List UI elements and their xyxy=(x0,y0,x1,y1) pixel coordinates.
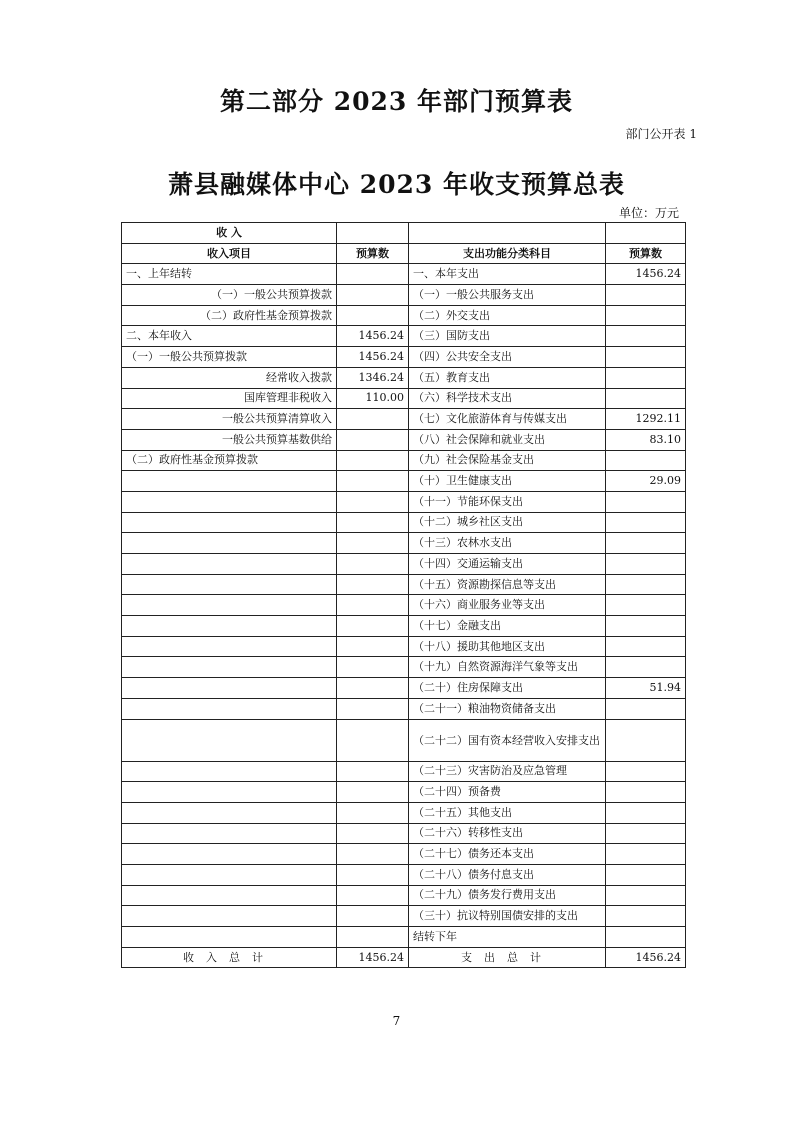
income-item-cell xyxy=(122,657,337,678)
expense-item-cell: （二）外交支出 xyxy=(409,305,606,326)
unit-label: 单位：万元 xyxy=(618,206,679,220)
income-amount-cell xyxy=(337,678,409,699)
table-row xyxy=(122,844,686,865)
expense-amount-cell xyxy=(606,698,686,719)
income-item-cell xyxy=(122,864,337,885)
expense-amount-cell: 29.09 xyxy=(606,471,686,492)
income-amount-cell xyxy=(337,844,409,865)
income-item-cell xyxy=(122,761,337,782)
income-item-cell xyxy=(122,802,337,823)
expense-item-cell: （十一）节能环保支出 xyxy=(409,491,606,512)
table-row xyxy=(122,595,686,616)
expense-item-cell: （三十）抗议特别国债安排的支出 xyxy=(409,906,606,927)
income-total-label: 收入总计 xyxy=(122,947,337,968)
income-amount-cell xyxy=(337,719,409,761)
income-item-cell xyxy=(122,927,337,948)
income-amount-cell xyxy=(337,491,409,512)
expense-item-cell: （二十五）其他支出 xyxy=(409,802,606,823)
table-row xyxy=(122,367,686,388)
expense-item-cell: （十四）交通运输支出 xyxy=(409,554,606,575)
table-title: 萧县融媒体中心 2023 年收支预算总表 xyxy=(168,170,625,199)
expense-amount-cell xyxy=(606,885,686,906)
table-row xyxy=(122,636,686,657)
expense-amount-cell xyxy=(606,927,686,948)
table-row xyxy=(122,471,686,492)
expense-amount-cell xyxy=(606,554,686,575)
table-row xyxy=(122,409,686,430)
expense-amount-cell xyxy=(606,761,686,782)
income-amount-cell xyxy=(337,305,409,326)
expense-item-cell: （二十二）国有资本经营收入安排支出 xyxy=(409,719,606,761)
expense-amount-cell xyxy=(606,347,686,368)
income-amount-cell xyxy=(337,782,409,803)
table-row xyxy=(122,264,686,285)
expense-amount-cell xyxy=(606,823,686,844)
table-row xyxy=(122,782,686,803)
income-item-cell: （二）政府性基金预算拨款 xyxy=(122,305,337,326)
income-item-cell xyxy=(122,885,337,906)
income-item-cell: （二）政府性基金预算拨款 xyxy=(122,450,337,471)
income-item-cell xyxy=(122,533,337,554)
income-item-cell: 二、本年收入 xyxy=(122,326,337,347)
income-amount-cell xyxy=(337,802,409,823)
income-amount-cell xyxy=(337,927,409,948)
income-item-cell: 一般公共预算基数供给 xyxy=(122,429,337,450)
income-amount-cell: 1456.24 xyxy=(337,326,409,347)
income-amount-cell xyxy=(337,285,409,306)
expense-item-cell: （二十四）预备费 xyxy=(409,782,606,803)
income-item-header: 收入项目 xyxy=(122,243,337,264)
expense-item-cell: （二十一）粮油物资储备支出 xyxy=(409,698,606,719)
expense-item-cell: （十七）金融支出 xyxy=(409,616,606,637)
table-row xyxy=(122,719,686,761)
expense-item-cell: （十三）农林水支出 xyxy=(409,533,606,554)
income-amount-header: 预算数 xyxy=(337,243,409,264)
income-item-cell: （一）一般公共预算拨款 xyxy=(122,347,337,368)
empty-cell xyxy=(606,223,686,244)
expense-item-cell: （二十九）债务发行费用支出 xyxy=(409,885,606,906)
expense-total-amount: 1456.24 xyxy=(606,947,686,968)
income-amount-cell xyxy=(337,429,409,450)
income-amount-cell xyxy=(337,761,409,782)
expense-amount-cell xyxy=(606,657,686,678)
column-header-row xyxy=(122,243,686,264)
expense-amount-cell xyxy=(606,285,686,306)
table-row xyxy=(122,450,686,471)
expense-item-cell: （十二）城乡社区支出 xyxy=(409,512,606,533)
expense-total-label: 支出总计 xyxy=(409,947,606,968)
table-row xyxy=(122,864,686,885)
expense-item-cell: （二十六）转移性支出 xyxy=(409,823,606,844)
expense-amount-cell xyxy=(606,719,686,761)
expense-amount-cell xyxy=(606,906,686,927)
expense-amount-cell xyxy=(606,388,686,409)
income-amount-cell xyxy=(337,471,409,492)
table-row xyxy=(122,616,686,637)
income-amount-cell xyxy=(337,554,409,575)
table-row xyxy=(122,388,686,409)
income-section-header: 收 入 xyxy=(122,223,337,244)
income-item-cell: 经常收入拨款 xyxy=(122,367,337,388)
income-amount-cell: 110.00 xyxy=(337,388,409,409)
income-item-cell xyxy=(122,823,337,844)
income-amount-cell xyxy=(337,450,409,471)
income-amount-cell xyxy=(337,512,409,533)
expense-amount-cell: 1292.11 xyxy=(606,409,686,430)
income-item-cell xyxy=(122,574,337,595)
income-item-cell xyxy=(122,554,337,575)
table-row xyxy=(122,885,686,906)
table-row xyxy=(122,429,686,450)
page-number: 7 xyxy=(392,1014,401,1028)
income-item-cell: 一、上年结转 xyxy=(122,264,337,285)
income-item-cell xyxy=(122,719,337,761)
page-title: 第二部分 2023 年部门预算表 xyxy=(220,87,573,116)
expense-item-cell: （四）公共安全支出 xyxy=(409,347,606,368)
expense-item-cell: （二十八）债务付息支出 xyxy=(409,864,606,885)
expense-item-cell: （九）社会保险基金支出 xyxy=(409,450,606,471)
expense-item-header: 支出功能分类科目 xyxy=(409,243,606,264)
table-row xyxy=(122,305,686,326)
expense-amount-cell xyxy=(606,326,686,347)
income-amount-cell xyxy=(337,264,409,285)
table-row xyxy=(122,285,686,306)
expense-amount-cell xyxy=(606,367,686,388)
income-amount-cell xyxy=(337,409,409,430)
expense-amount-cell: 51.94 xyxy=(606,678,686,699)
expense-amount-cell xyxy=(606,636,686,657)
expense-item-cell: （十六）商业服务业等支出 xyxy=(409,595,606,616)
expense-item-cell: （六）科学技术支出 xyxy=(409,388,606,409)
income-amount-cell xyxy=(337,906,409,927)
table-row xyxy=(122,574,686,595)
table-row xyxy=(122,533,686,554)
income-amount-cell xyxy=(337,636,409,657)
table-row xyxy=(122,326,686,347)
income-item-cell xyxy=(122,595,337,616)
table-row xyxy=(122,761,686,782)
table-row xyxy=(122,927,686,948)
income-amount-cell xyxy=(337,698,409,719)
income-amount-cell: 1456.24 xyxy=(337,347,409,368)
expense-item-cell: （十五）资源勘探信息等支出 xyxy=(409,574,606,595)
expense-amount-cell xyxy=(606,782,686,803)
income-item-cell xyxy=(122,782,337,803)
expense-amount-cell xyxy=(606,512,686,533)
budget-table xyxy=(121,222,686,968)
income-amount-cell xyxy=(337,864,409,885)
expense-item-cell: （十八）援助其他地区支出 xyxy=(409,636,606,657)
empty-cell xyxy=(337,223,409,244)
income-item-cell xyxy=(122,616,337,637)
expense-item-cell: （十九）自然资源海洋气象等支出 xyxy=(409,657,606,678)
table-body xyxy=(122,264,686,947)
expense-amount-cell xyxy=(606,305,686,326)
table-row xyxy=(122,491,686,512)
expense-amount-cell: 83.10 xyxy=(606,429,686,450)
income-item-cell xyxy=(122,906,337,927)
table-row xyxy=(122,698,686,719)
form-code: 部门公开表 1 xyxy=(625,127,697,141)
income-item-cell xyxy=(122,844,337,865)
income-amount-cell xyxy=(337,616,409,637)
income-amount-cell xyxy=(337,657,409,678)
expense-amount-cell xyxy=(606,450,686,471)
income-item-cell xyxy=(122,636,337,657)
expense-item-cell: （二十）住房保障支出 xyxy=(409,678,606,699)
income-item-cell: 国库管理非税收入 xyxy=(122,388,337,409)
section-header-row xyxy=(122,223,686,244)
income-item-cell xyxy=(122,471,337,492)
expense-amount-cell xyxy=(606,533,686,554)
expense-amount-header: 预算数 xyxy=(606,243,686,264)
income-amount-cell: 1346.24 xyxy=(337,367,409,388)
income-amount-cell xyxy=(337,595,409,616)
expense-amount-cell xyxy=(606,574,686,595)
table-row xyxy=(122,678,686,699)
table-row xyxy=(122,823,686,844)
table-row xyxy=(122,512,686,533)
expense-amount-cell xyxy=(606,616,686,637)
table-row xyxy=(122,802,686,823)
income-item-cell xyxy=(122,678,337,699)
expense-item-cell: 结转下年 xyxy=(409,927,606,948)
expense-item-cell: （二十七）债务还本支出 xyxy=(409,844,606,865)
income-total-amount: 1456.24 xyxy=(337,947,409,968)
income-item-cell xyxy=(122,512,337,533)
expense-amount-cell xyxy=(606,844,686,865)
total-row xyxy=(122,947,686,968)
expense-amount-cell xyxy=(606,491,686,512)
income-amount-cell xyxy=(337,823,409,844)
empty-cell xyxy=(409,223,606,244)
income-amount-cell xyxy=(337,574,409,595)
expense-item-cell: （三）国防支出 xyxy=(409,326,606,347)
income-amount-cell xyxy=(337,885,409,906)
table-row xyxy=(122,347,686,368)
income-item-cell xyxy=(122,491,337,512)
table-row xyxy=(122,554,686,575)
income-item-cell: 一般公共预算清算收入 xyxy=(122,409,337,430)
expense-amount-cell xyxy=(606,595,686,616)
expense-amount-cell: 1456.24 xyxy=(606,264,686,285)
expense-item-cell: （七）文化旅游体育与传媒支出 xyxy=(409,409,606,430)
expense-item-cell: （八）社会保障和就业支出 xyxy=(409,429,606,450)
expense-item-cell: （十）卫生健康支出 xyxy=(409,471,606,492)
expense-item-cell: 一、本年支出 xyxy=(409,264,606,285)
table-row xyxy=(122,906,686,927)
expense-item-cell: （五）教育支出 xyxy=(409,367,606,388)
table-row xyxy=(122,657,686,678)
income-item-cell xyxy=(122,698,337,719)
expense-item-cell: （二十三）灾害防治及应急管理 xyxy=(409,761,606,782)
expense-amount-cell xyxy=(606,864,686,885)
income-item-cell: （一）一般公共预算拨款 xyxy=(122,285,337,306)
expense-item-cell: （一）一般公共服务支出 xyxy=(409,285,606,306)
expense-amount-cell xyxy=(606,802,686,823)
income-amount-cell xyxy=(337,533,409,554)
